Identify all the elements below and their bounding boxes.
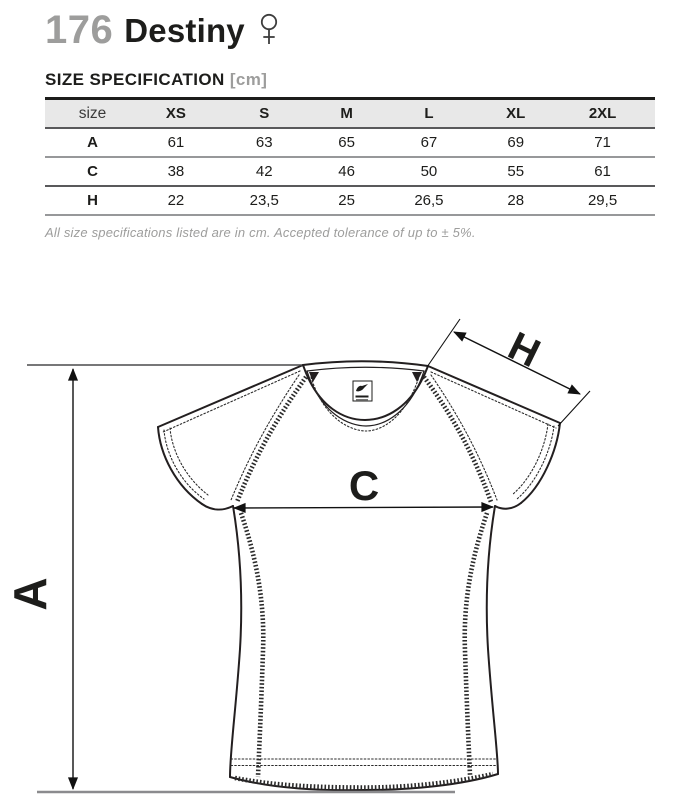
right-underarm xyxy=(495,503,521,509)
cell-h-l: 26,5 xyxy=(414,192,444,209)
table-row-h xyxy=(45,186,655,215)
row-label-a: A xyxy=(87,134,98,151)
left-underarm xyxy=(202,504,233,510)
right-sleeve-end-edge xyxy=(521,423,560,503)
dim-label-a: A xyxy=(4,577,56,611)
col-header-m: M xyxy=(340,105,353,122)
tshirt-drawing xyxy=(158,361,560,790)
section-title xyxy=(45,70,655,90)
body-right-edge xyxy=(487,506,498,774)
h-extension-line-sleeve xyxy=(558,391,590,426)
cell-h-xs: 22 xyxy=(167,192,185,209)
cell-h-xl: 28 xyxy=(507,192,525,209)
tolerance-note: All size specifications listed are in cm. Accepted tolerance of up to ± 5%. xyxy=(45,225,476,240)
left-side-seam xyxy=(241,513,263,777)
cell-a-m: 65 xyxy=(338,134,355,151)
cell-h-m: 25 xyxy=(338,192,355,209)
col-header-l: L xyxy=(424,105,434,122)
right-side-seam xyxy=(465,513,487,775)
cell-c-s: 42 xyxy=(255,163,273,180)
dim-label-c: C xyxy=(348,462,380,509)
table-row-c xyxy=(45,157,655,186)
tshirt-measurement-diagram xyxy=(0,297,700,808)
row-label-h: H xyxy=(87,192,98,209)
neck-label xyxy=(353,381,372,401)
col-header-size: size xyxy=(78,104,107,122)
col-header-s: S xyxy=(259,105,270,122)
cell-a-2xl: 71 xyxy=(594,134,611,151)
cell-h-s: 23,5 xyxy=(249,192,279,209)
cell-c-m: 46 xyxy=(338,163,355,180)
female-symbol-svg xyxy=(258,12,280,48)
right-raglan-seam xyxy=(424,377,491,502)
left-shoulder-stitch xyxy=(163,371,300,432)
cell-c-2xl: 61 xyxy=(594,163,611,180)
page xyxy=(0,9,700,240)
h-extension-line-neck xyxy=(427,319,460,367)
cell-h-2xl: 29,5 xyxy=(587,192,618,209)
body-left-edge xyxy=(230,506,241,777)
col-header-2xl: 2XL xyxy=(588,105,617,122)
collar-back-top xyxy=(303,361,428,366)
cell-c-xl: 55 xyxy=(507,163,525,180)
size-table-header-row xyxy=(45,99,655,129)
female-symbol-icon xyxy=(258,12,280,48)
left-raglan-seam xyxy=(237,377,306,502)
cell-a-xl: 69 xyxy=(507,134,525,151)
cell-c-xs: 38 xyxy=(167,163,185,180)
right-shoulder-stitch xyxy=(431,372,556,428)
cell-c-l: 50 xyxy=(420,163,438,180)
collar-back-inner xyxy=(307,367,424,371)
table-row-a xyxy=(45,128,655,157)
product-title xyxy=(45,9,655,51)
product-number: 176 xyxy=(45,8,114,52)
size-spec-sheet xyxy=(0,9,700,808)
cell-a-xs: 61 xyxy=(167,134,185,151)
col-header-xs: XS xyxy=(165,105,186,122)
row-label-c: C xyxy=(87,163,98,180)
dim-label-h: H xyxy=(501,323,547,377)
section-unit: [cm] xyxy=(229,70,268,89)
col-header-xl: XL xyxy=(506,105,526,122)
left-sleeve-hem-stitch xyxy=(170,428,208,495)
size-table xyxy=(45,97,655,216)
cell-a-l: 67 xyxy=(420,134,438,151)
section-title-text: SIZE SPECIFICATION xyxy=(45,70,225,89)
product-name: Destiny xyxy=(124,11,245,49)
cell-a-s: 63 xyxy=(255,134,273,151)
